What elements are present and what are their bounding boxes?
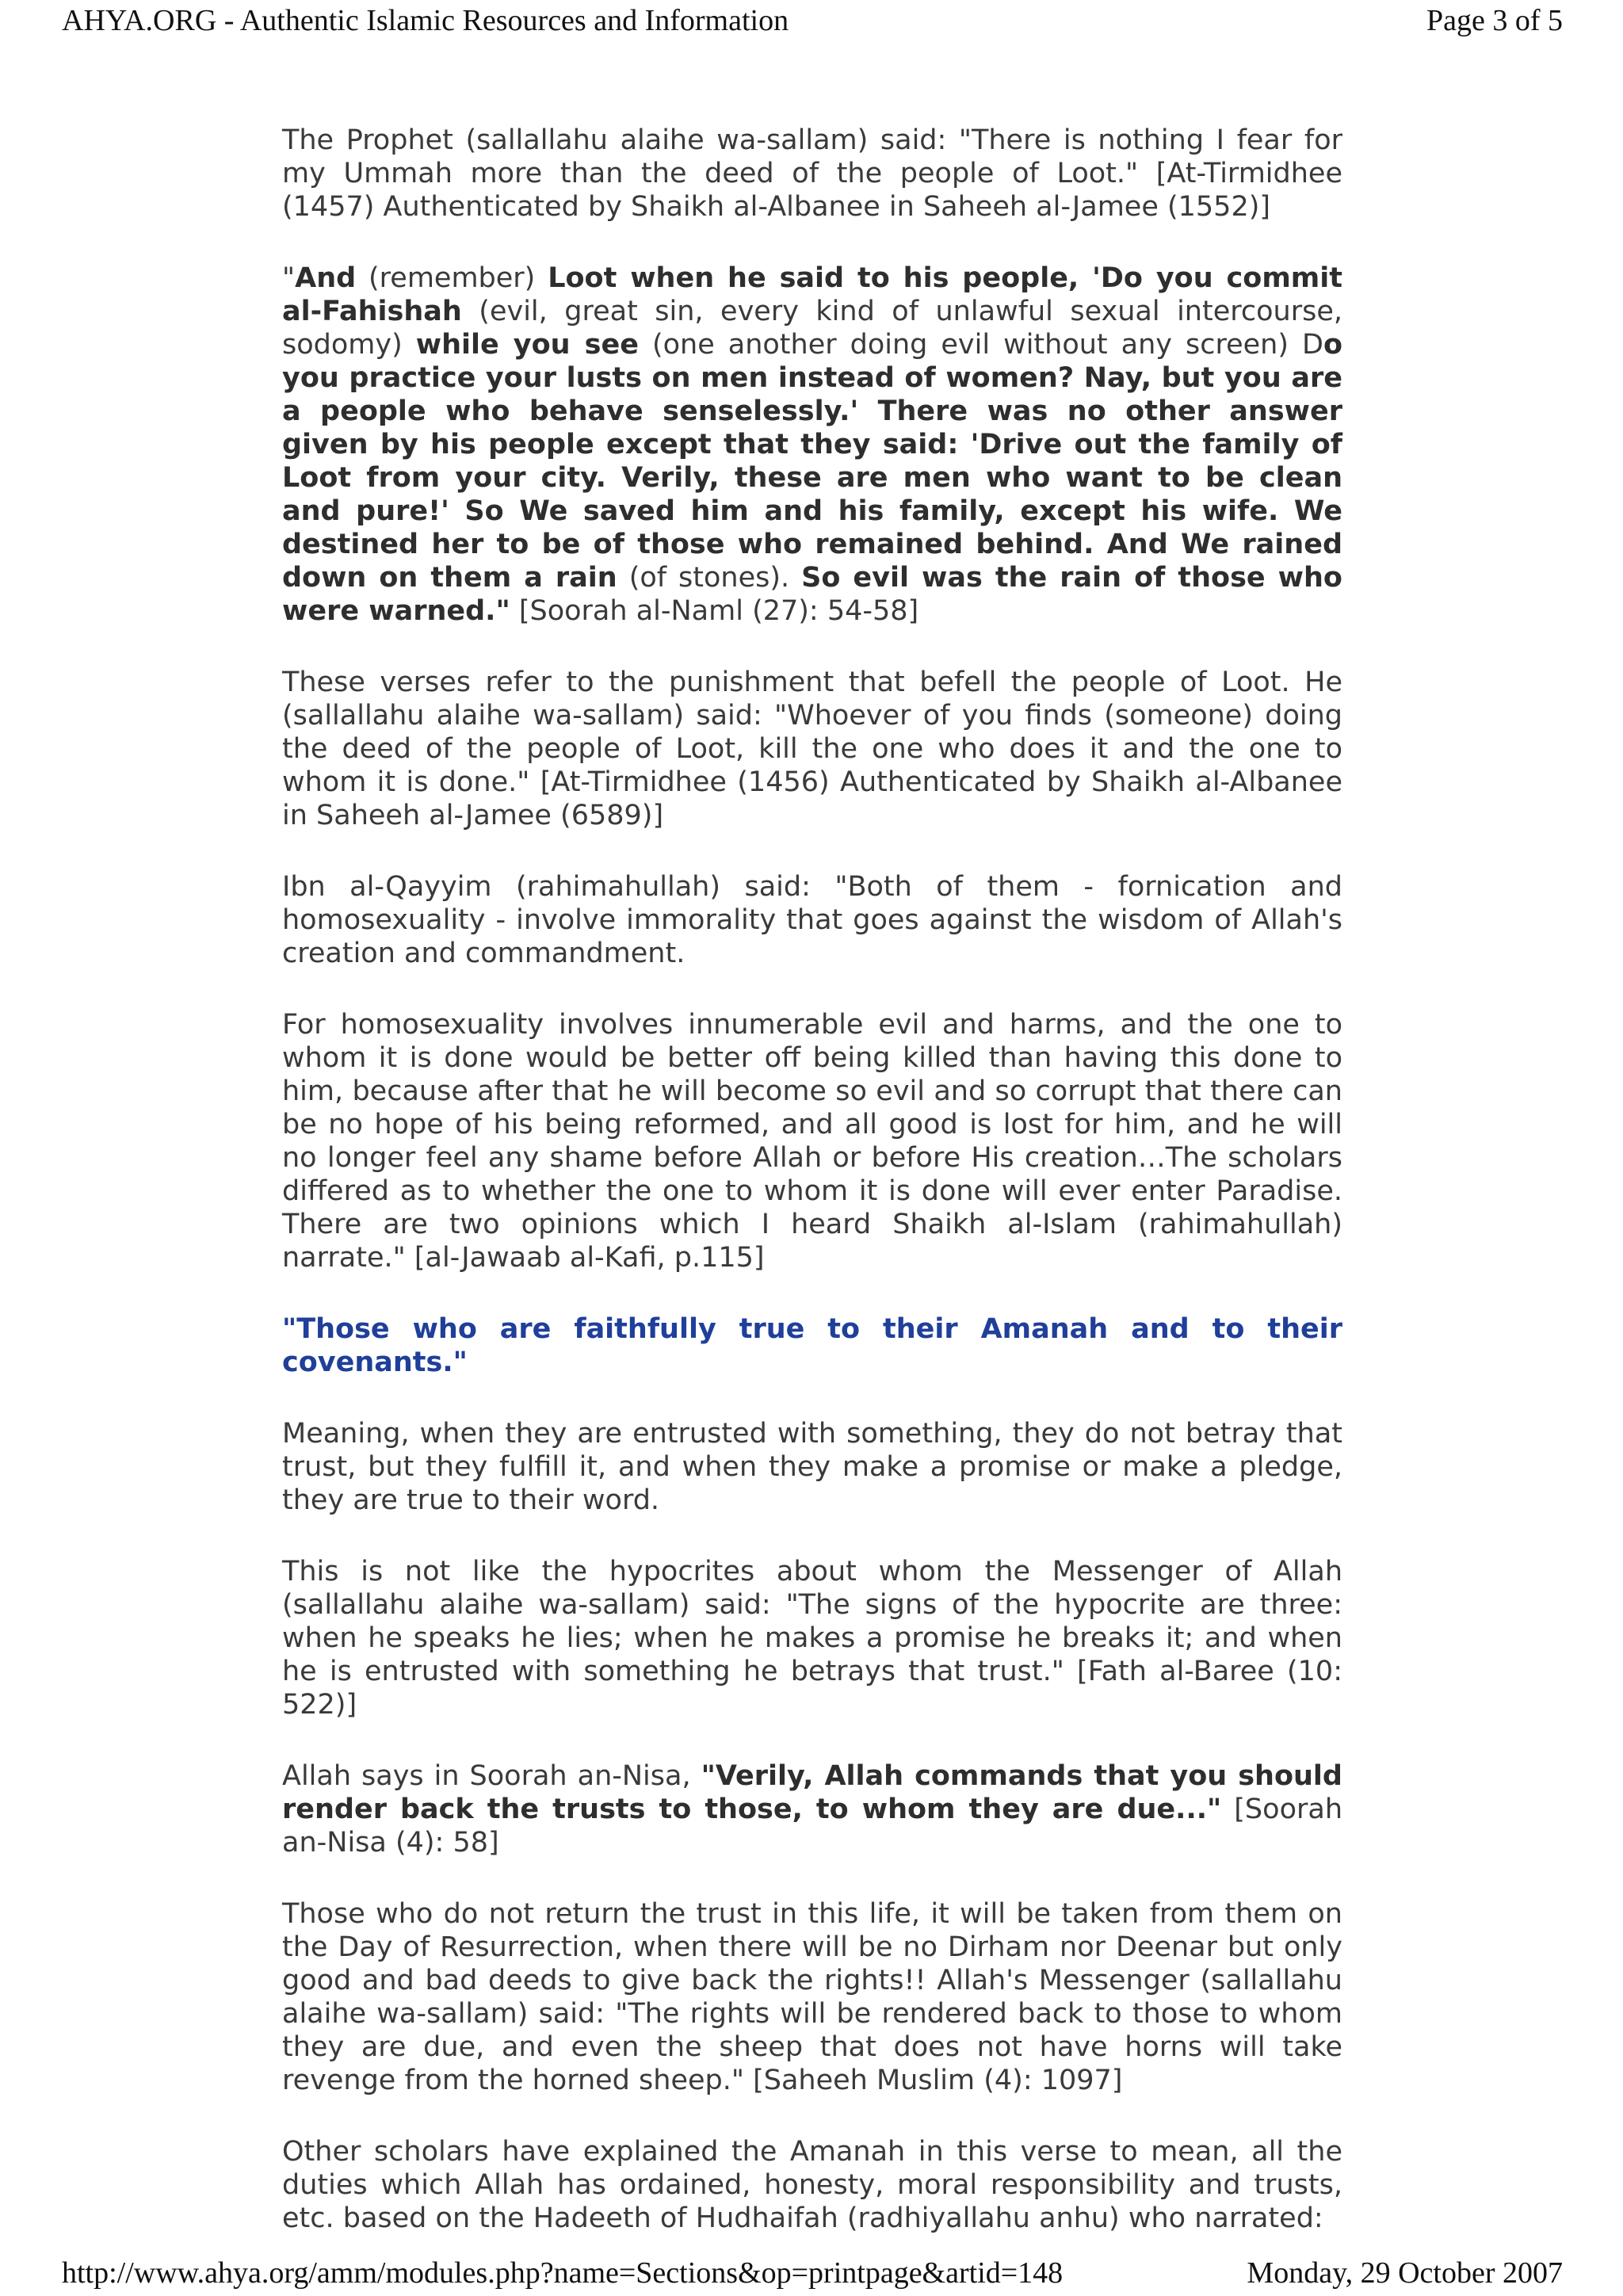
text-run: Ibn al-Qayyim (rahimahullah) said: "Both of them - fornication and homosexuality - involve immorality that goes against the wisdom of Allah's creation and commandment. — [282, 871, 1342, 969]
bold-text: while you see — [415, 329, 639, 361]
bold-text: And — [295, 262, 357, 294]
paragraph — [282, 1759, 1342, 1859]
paragraph — [282, 262, 1342, 628]
text-run: Other scholars have explained the Amanah in this verse to mean, all the duties which Allah has ordained, honesty, moral responsibility and trusts, etc. based on the Hadeeth of Hudhaifah (radhiyallahu anhu) who narrated: — [282, 2136, 1342, 2234]
print-date: Monday, 29 October 2007 — [1247, 2256, 1563, 2290]
paragraph — [282, 870, 1342, 970]
page-footer — [0, 2256, 1623, 2295]
bold-text: "Verily, Allah commands that you should render back the trusts to those, to whom they are due..." — [282, 1760, 1342, 1825]
text-run: (of stones). — [617, 562, 802, 594]
text-run: (one another doing evil without any screen) D — [638, 329, 1323, 361]
page-url: http://www.ahya.org/amm/modules.php?name=Sections&op=printpage&artid=148 — [62, 2256, 1064, 2290]
bold-text: o you practice your lusts on men instead of women? Nay, but you are a people who behave senselessly.' There was no other answer given by his people except that they said: 'Drive out the family of Loot from your city. Verily, these are men who want to be clean and pure!' So We saved him and his family, except his wife. We destined her to be of those who remained behind. And We rained down on them a rain — [282, 329, 1342, 594]
text-run: (evil, great sin, every kind of unlawful sexual intercourse, sodomy) — [282, 296, 1342, 361]
text-run: Those who do not return the trust in this life, it will be taken from them on the Day of Resurrection, when there will be no Dirham nor Deenar but only good and bad deeds to give back the rights!! Allah's Messenger (sallallahu alaihe wa-sallam) said: "The rights will be rendered back to those to whom they are due, and even the sheep that does not have horns will take revenge from the horned sheep." [Saheeh Muslim (4): 1097] — [282, 1898, 1342, 2096]
paragraph — [282, 1417, 1342, 1517]
text-run: This is not like the hypocrites about whom the Messenger of Allah (sallallahu alaihe wa-sallam) said: "The signs of the hypocrite are three: when he speaks he lies; when he makes a promise he breaks it; and when he is entrusted with something he betrays that trust." [Fath al-Baree (10: 522)] — [282, 1556, 1342, 1721]
text-run: [Soorah an-Nisa (4): 58] — [282, 1794, 1342, 1859]
text-run: These verses refer to the punishment that befell the people of Loot. He (sallallahu alaihe wa-sallam) said: "Whoever of you finds (someone) doing the deed of the people of Loot, kill the one who does it and the one to whom it is done." [At-Tirmidhee (1456) Authenticated by Shaikh al-Albanee in Saheeh al-Jamee (6589)] — [282, 667, 1342, 831]
section-heading — [282, 1312, 1342, 1379]
page-number: Page 3 of 5 — [1426, 4, 1563, 37]
paragraph — [282, 2135, 1342, 2235]
text-run: (remember) — [356, 262, 548, 294]
text-run: [Soorah al-Naml (27): 54-58] — [510, 595, 919, 627]
text-run: " — [282, 262, 296, 294]
paragraph — [282, 666, 1342, 832]
text-run: The Prophet (sallallahu alaihe wa-sallam) said: "There is nothing I fear for my Ummah more than the deed of the people of Loot." [At-Tirmidhee (1457) Authenticated by Shaikh al-Albanee in Saheeh al-Jamee (1552)] — [282, 124, 1342, 223]
paragraph — [282, 1555, 1342, 1721]
page-header — [0, 0, 1623, 44]
bold-text: So evil was the rain of those who were warned." — [282, 562, 1342, 627]
paragraph — [282, 1008, 1342, 1274]
text-run: For homosexuality involves innumerable evil and harms, and the one to whom it is done would be better off being killed than having this done to him, because after that he will become so evil and so corrupt that there can be no hope of his being reformed, and all good is lost for him, and he will no longer feel any shame before Allah or before His creation…The scholars differed as to whether the one to whom it is done will ever enter Paradise. There are two opinions which I heard Shaikh al-Islam (rahimahullah) narrate." [al-Jawaab al-Kafi, p.115] — [282, 1009, 1342, 1274]
site-title: AHYA.ORG - Authentic Islamic Resources and Information — [62, 4, 789, 37]
paragraph — [282, 1897, 1342, 2097]
paragraph — [282, 124, 1342, 223]
text-run: Meaning, when they are entrusted with something, they do not betray that trust, but they fulfill it, and when they make a promise or make a pledge, they are true to their word. — [282, 1418, 1342, 1516]
heading-text: "Those who are faithfully true to their Amanah and to their covenants." — [282, 1313, 1342, 1378]
bold-text: Loot when he said to his people, 'Do you commit al-Fahishah — [282, 262, 1342, 327]
article-body — [282, 124, 1342, 2273]
text-run: Allah says in Soorah an-Nisa, — [282, 1760, 701, 1792]
